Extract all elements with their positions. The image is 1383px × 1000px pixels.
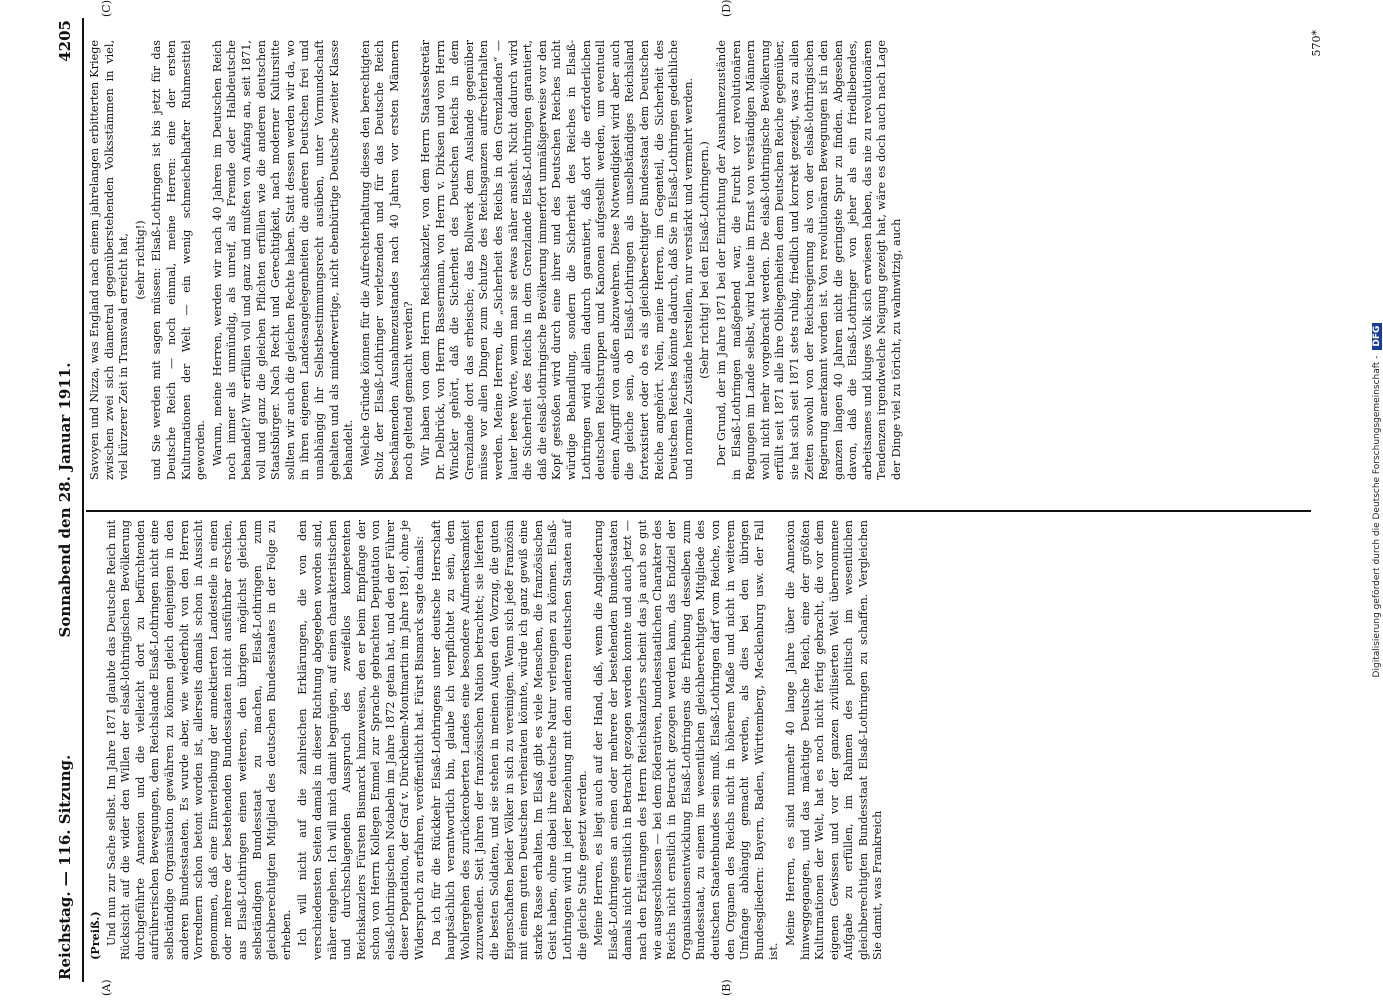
page-number: 4205 bbox=[56, 20, 74, 62]
speaker-tag: (Preiß.) bbox=[88, 911, 102, 960]
margin-b: (B) bbox=[720, 979, 733, 996]
margin-a: (A) bbox=[100, 979, 113, 996]
header-date: Sonnabend den 28. Januar 1911. bbox=[56, 362, 74, 638]
signature-mark: 570* bbox=[1310, 30, 1323, 57]
left-column bbox=[88, 520, 888, 960]
interjection: (Sehr richtig! bei den Elsaß-Lothringern.) bbox=[698, 141, 712, 379]
paragraph: Warum, meine Herren, werden wir nach 40 Jahren im Deutschen Reich noch immer als unmündig, als unreif, als Fremde oder Halbdeutsche behandelt? Wir erfüllen voll und ganz und mußten von Anfang an, seit 1871, voll und ganz die gleichen Pflichten erfüllen wie die anderen deutschen Staatsbürger. Nach Recht und Gerechtigkeit, nach moderner Kultursitte sollten wir auch die gleichen Rechte haben. Statt dessen werden wir da, wo in ihren eigenen Landesangelegenheiten die anderen Deutschen frei und unabhängig ihr Selbstbestimmungsrecht ausüben, unter Vormundschaft gehalten und als minderwertige, nicht ebenbürtige Deutsche zweiter Klasse behandelt. bbox=[210, 40, 356, 480]
dfg-logo: DFG bbox=[1372, 323, 1382, 350]
header-left: Reichstag. — 116. Sitzung. bbox=[56, 754, 74, 980]
paragraph: Ich will nicht auf die zahlreichen Erklärungen, die von den verschiedensten Seiten damals in dieser Richtung abgegeben worden sind, näher eingehen. Ich will mich damit begnügen, auf einen charakteristischen und durchschlagenden Ausspruch des zweifellos kompetenten Reichskanzlers Fürsten Bismarck hinzuweisen, den er beim Empfange der schon von Herrn Kollegen Emmel zur Sprache gebrachten Deputation von elsaß-lothringischen Notabeln im Jahre 1872 getan hat, und den der Führer dieser Deputation, der Graf v. Dürckheim-Montmartin im Jahre 1891, ohne je Widerspruch zu erfahren, veröffentlicht hat. Fürst Bismarck sagte damals: bbox=[296, 520, 427, 960]
paragraph: Wir haben von dem Herrn Reichskanzler, von dem Herrn Staatssekretär Dr. Delbrück, von Herrn Bassermann, von Herrn v. Dirksen und von Herrn Winckler gehört, daß die Sicherheit des Deutschen Reichs in dem Grenzlande dort das erheische; das Bollwerk dem Auslande gegenüber müsse vor allen Dingen zum Schutze des Reichsganzen aufrechterhalten werden. Meine Herren, die „Sicherheit des Reichs in den Grenzlanden“ — lauter leere Worte, wenn man sie etwas näher ansieht. Nicht dadurch wird die Sicherheit des Reichs in dem Grenzlande Elsaß-Lothringen garantiert, daß die elsaß-lothringische Bevölkerung immerfort unmäßigerweise vor den Kopf gestoßen wird durch eine ihrer und des Deutschen Reiches nicht würdige Behandlung, sondern die Sicherheit des Reiches in Elsaß-Lothringen wird allein dadurch garantiert, daß dort die erforderlichen deutschen Reichstruppen und Kanonen aufgestellt werden, um eventuell einen Angriff von außen abzuwehren. Diese Notwendigkeit wird aber auch die gleiche sein, ob Elsaß-Lothringen als unselbständiges Reichsland fortexistiert oder ob es als gleichberechtigter Bundesstaat dem Deutschen Reiche angehört. Nein, meine Herren, im Gegenteil, die Sicherheit des Deutschen Reiches könnte dadurch, daß Sie in Elsaß-Lothringen gedeihliche und normale Zustände herstellen, nur verstärkt und vermehrt werden. bbox=[419, 40, 695, 480]
margin-c: (C) bbox=[100, 0, 113, 17]
paragraph: Und nun zur Sache selbst. Im Jahre 1871 glaubte das Deutsche Reich mit Rücksicht auf die wider den Willen der elsaß-lothringischen Bevölkerung durchgeführte Annexion und die vielleicht dort zu befürchtenden aufrührerischen Bewegungen, dem Reichslande Elsaß-Lothringen nicht eine selbständige Organisation gewähren zu können gleich denjenigen in den anderen Bundesstaaten. Es wurde aber, wie wiederholt von den Herren Vorrednern schon betont worden ist, allerseits damals schon in Aussicht genommen, daß eine Einverleibung der annektierten Landesteile in einen oder mehrere der bestehenden Bundesstaaten nicht ausführbar erschien, aus Elsaß-Lothringen einen weiteren, den übrigen möglichst gleichen selbständigen Bundesstaat zu machen, Elsaß-Lothringen zum gleichberechtigten Mitglied des deutschen Bundesstaates in der Folge zu erheben. bbox=[104, 520, 293, 960]
paragraph: Savoyen und Nizza, was England nach einem jahrelangen erbitterten Kriege zwischen zwei sich diametral gegenüberstehenden Volksstämmen in viel, viel kürzerer Zeit in Transvaal erreicht hat, bbox=[88, 40, 131, 480]
margin-d: (D) bbox=[720, 0, 733, 17]
digitization-note bbox=[1372, 0, 1383, 1000]
interjection: (sehr richtig!) bbox=[133, 220, 147, 300]
paragraph: und Sie werden mit sagen müssen: Elsaß-Lothringen ist bis jetzt für das Deutsche Reich — noch einmal, meine Herren: eine der ersten Kulturnationen der Welt — ein wenig schmeichelhafter Ruhmestitel geworden. bbox=[150, 40, 208, 480]
funding-note: Digitalisierung gefördert durch die Deutsche Forschungsgemeinschaft - bbox=[1372, 355, 1382, 678]
paragraph: Welche Gründe können für die Aufrechterhaltung dieses den berechtigten Stolz der Elsaß-Lothringer verletzenden und für das Deutsche Reich beschämenden Ausnahmezustandes nach 40 Jahren vor ersten Männern noch geltend gemacht werden? bbox=[358, 40, 416, 480]
right-column bbox=[88, 40, 907, 480]
page-header bbox=[52, 20, 78, 980]
paragraph: Meine Herren, es sind nunmehr 40 lange Jahre über die Annexion hinweggegangen, und das mächtige Deutsche Reich, eine der größten Kulturnationen der Welt, hat es noch nicht fertig gebracht, die vor dem eigenen Gewissen und vor der ganzen zivilisierten Welt übernommene Aufgabe zu erfüllen, im Rahmen des politisch im wesentlichen gleichberechtigten Bundesstaat Elsaß-Lothringen zu schaffen. Vergleichen Sie damit, was Frankreich bbox=[783, 520, 885, 960]
paragraph: Der Grund, der im Jahre 1871 bei der Einrichtung der Ausnahmezustände in Elsaß-Lothringen maßgebend war, die Furcht vor revolutionären Regungen im Lande selbst, wird heute im Ernst von verständigen Männern wohl nicht mehr vorgebracht werden. Die elsaß-lothringische Bevölkerung erfüllt seit 1871 alle ihre Obliegenheiten dem Deutschen Reiche gegenüber, sie hat sich seit 1871 stets ruhig, friedlich und korrekt gezeigt, was zu allen Zeiten sowohl von der Reichsregierung als von der elsaß-lothringischen Regierung anerkannt worden ist. Von revolutionären Bewegungen ist in den ganzen langen 40 Jahren nicht die geringste Spur zu finden. Abgesehen davon, daß die Elsaß-Lothringer von jeher als ein friedliebendes, arbeitsames und kluges Volk sich erwiesen haben, das nie zu revolutionären Tendenzen irgendwelche Neigung gezeigt hat, wäre es doch auch nach Lage der Dinge viel zu töricht, zu wahnwitzig, auch bbox=[714, 40, 904, 480]
column-divider bbox=[86, 510, 1311, 512]
header-rule bbox=[82, 18, 84, 982]
quotation: Da ich für die Rückkehr Elsaß-Lothringens unter deutsche Herrschaft hauptsächlich verantwortlich bin, glaube ich verpflichtet zu sein, dem Wohlergehen des zurückeroberten Landes eine besondere Aufmerksamkeit zuzuwenden. Seit Jahren der französischen Nation betrachtet; sie lieferten die besten Soldaten, und sie stehen in meinen Augen den Vorzug, die guten Eigenschaften beider Völker in sich zu vereinigen. Wenn sich jede Französin mit einem guten Deutschen verheiraten könnte, würde ich ganz gewiß eine starke Rasse erhalten. Im Elsaß gibt es viele Menschen, die französischen Geist haben, ohne dabei ihre deutsche Natur verleugnen zu können. Elsaß-Lothringen wird in jeder Beziehung mit den anderen deutschen Staaten auf die gleiche Stufe gesetzt werden. bbox=[429, 520, 589, 960]
paragraph: Meine Herren, es liegt auch auf der Hand, daß, wenn die Angliederung Elsaß-Lothringens an einen oder mehrere der bestehenden Bundesstaaten damals nicht ernstlich in Betracht gezogen werden konnte und auch jetzt — nach den Erklärungen des Herrn Reichskanzlers scheint das ja auch so gut wie ausgeschlossen — bei dem föderativen, bundesstaatlichen Charakter des Reichs nicht ernstlich in Betracht gezogen werden kann, das Endziel der Organisationsentwicklung Elsaß-Lothringens die Erhebung desselben zum Bundesstaat, zu einem im wesentlichen gleichberechtigten Mitgliede des deutschen Staatenbundes sein muß. Elsaß-Lothringen darf vom Reiche, von den Organen des Reichs nicht in höherem Maße und nicht in weiterem Umfange abhängig gemacht werden, als dies bei den übrigen Bundesgliedern: Bayern, Baden, Württemberg, Mecklenburg usw. der Fall ist. bbox=[592, 520, 781, 960]
